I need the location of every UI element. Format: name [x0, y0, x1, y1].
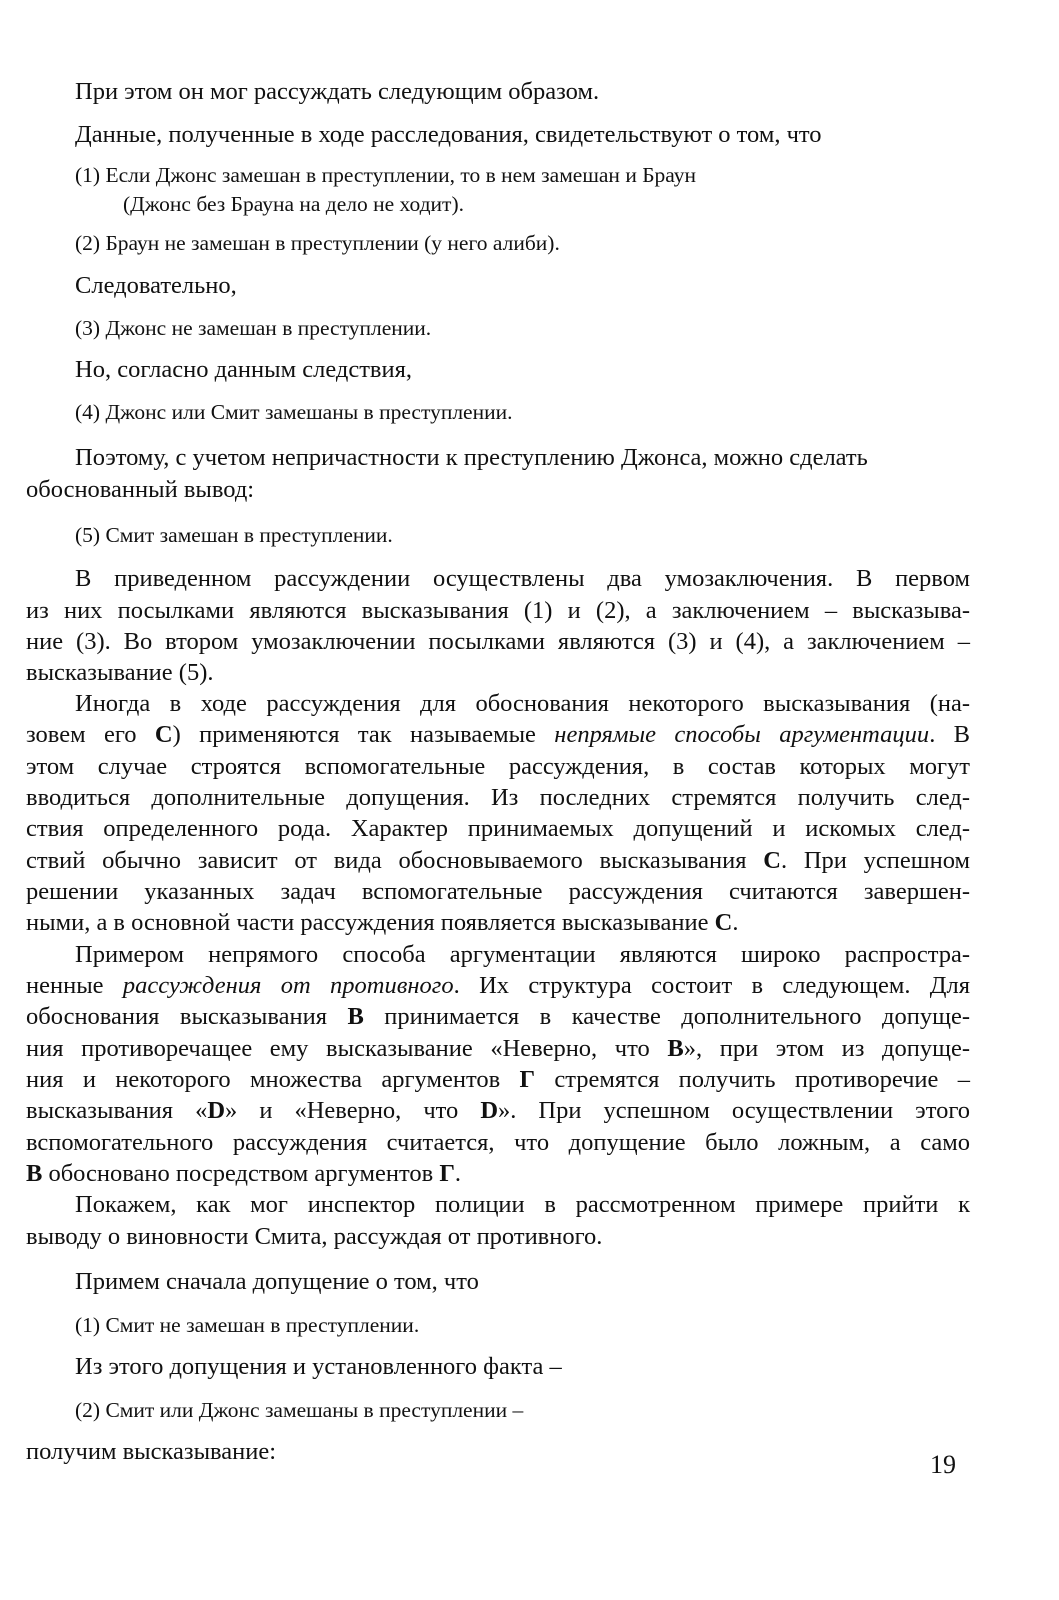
statement-c: C	[714, 909, 733, 936]
text-line: Данные, полученные в ходе расследования, свидетельствуют о том, что	[75, 121, 822, 148]
emphasis-term: непрямые способы аргументации	[554, 721, 930, 748]
statement-b: B	[667, 1035, 684, 1062]
paragraph-line: высказывание (5).	[26, 659, 214, 686]
conclusion-5: (5) Смит замешан в преступлении.	[75, 523, 393, 547]
paragraph-line: вводиться дополнительные допущения. Из последних стремятся получить след-	[26, 784, 970, 811]
paragraph-line: из них посылками являются высказывания (1) и (2), а заключением – высказыва-	[26, 597, 970, 624]
paragraph-line: выводу о виновности Смита, рассуждая от противного.	[26, 1223, 603, 1250]
paragraph-line: Покажем, как мог инспектор полиции в рассмотренном примере прийти к	[75, 1191, 970, 1218]
assumption-1: (1) Смит не замешан в преступлении.	[75, 1313, 420, 1337]
paragraph-line: вспомогательного рассуждения считается, что допущение было ложным, а само	[26, 1129, 970, 1156]
paragraph-line: ние (3). Во втором умозаключении посылками являются (3) и (4), а заключением –	[26, 628, 970, 655]
paragraph-line: решении указанных задач вспомогательные рассуждения считаются завершен-	[26, 878, 970, 905]
text-line: Примем сначала допущение о том, что	[75, 1268, 479, 1295]
text-line: Но, согласно данным следствия,	[75, 356, 413, 383]
text-line: обоснованный вывод:	[26, 476, 255, 503]
text-line: Следовательно,	[75, 272, 237, 299]
premise-4: (4) Джонс или Смит замешаны в преступлении.	[75, 400, 513, 424]
paragraph-line: зовем его C) применяются так называемые непрямые способы аргументации. В	[26, 721, 971, 748]
premise-2: (2) Браун не замешан в преступлении (у него алиби).	[75, 231, 560, 255]
emphasis-term: рассуждения от противного	[122, 972, 454, 999]
text-line: Из этого допущения и установленного факта –	[75, 1353, 562, 1380]
paragraph-line: ния и некоторого множества аргументов Г стремятся получить противоречие –	[26, 1066, 970, 1093]
paragraph-line: высказывания «D» и «Неверно, что D». При успешном осуществлении этого	[26, 1097, 971, 1124]
page-number: 19	[930, 1450, 956, 1479]
premise-1-note: (Джонс без Брауна на дело не ходит).	[123, 192, 464, 216]
text-line: получим высказывание:	[26, 1438, 277, 1465]
statement-c: C	[763, 847, 781, 874]
text-line: Поэтому, с учетом непричастности к преступлению Джонса, можно сделать	[75, 444, 868, 471]
statement-d: D	[480, 1097, 499, 1124]
text-line: При этом он мог рассуждать следующим образом.	[75, 78, 600, 105]
statement-d: D	[207, 1097, 226, 1124]
paragraph-line: ненные рассуждения от противного. Их структура состоит в следующем. Для	[26, 972, 971, 999]
statement-c: C	[154, 721, 173, 748]
paragraph-line: ствий обычно зависит от вида обосновываемого высказывания C. При успешном	[26, 847, 970, 874]
paragraph-line: обоснования высказывания B принимается в качестве дополнительного допуще-	[26, 1003, 970, 1030]
statement-b: B	[347, 1003, 364, 1030]
paragraph-line: Иногда в ходе рассуждения для обоснования некоторого высказывания (на-	[75, 690, 970, 717]
paragraph-line: ния противоречащее ему высказывание «Неверно, что B», при этом из допуще-	[26, 1035, 970, 1062]
paragraph-line: В приведенном рассуждении осуществлены два умозаключения. В первом	[75, 565, 970, 592]
conclusion-3: (3) Джонс не замешан в преступлении.	[75, 316, 432, 340]
statement-b: B	[26, 1160, 43, 1187]
fact-2: (2) Смит или Джонс замешаны в преступлении –	[75, 1398, 524, 1422]
arguments-g: Г	[519, 1066, 536, 1093]
paragraph-line: этом случае строятся вспомогательные рассуждения, в состав которых могут	[26, 753, 970, 780]
paragraph-line: B обосновано посредством аргументов Г.	[26, 1160, 462, 1187]
premise-1: (1) Если Джонс замешан в преступлении, то в нем замешан и Браун	[75, 163, 697, 187]
paragraph-line: ными, а в основной части рассуждения появляется высказывание C.	[26, 909, 739, 936]
paragraph-line: ствия определенного рода. Характер принимаемых допущений и искомых след-	[26, 815, 970, 842]
paragraph-line: Примером непрямого способа аргументации являются широко распростра-	[75, 941, 970, 968]
arguments-g: Г	[439, 1160, 455, 1187]
